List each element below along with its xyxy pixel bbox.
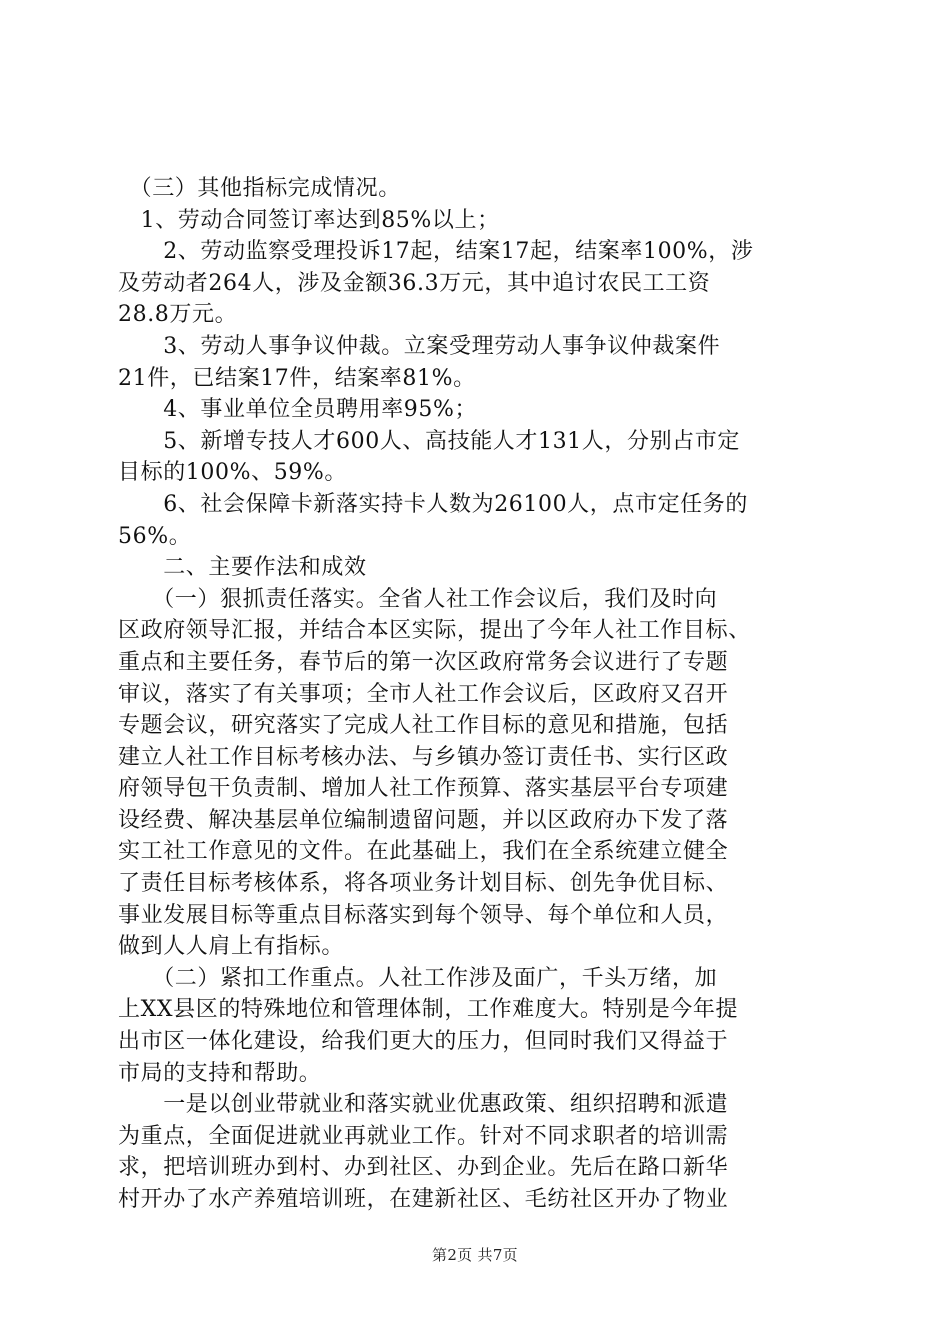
text-line: 为重点，全面促进就业再就业工作。针对不同求职者的培训需	[118, 1123, 729, 1149]
text-line: 4、事业单位全员聘用率95%；	[118, 397, 478, 423]
text-line: 21件，已结案17件，结案率81%。	[118, 365, 476, 391]
text-line: 了责任目标考核体系，将各项业务计划目标、创先争优目标、	[118, 871, 729, 897]
text-line: 目标的100%、59%。	[118, 460, 347, 486]
text-line: 审议，落实了有关事项；全市人社工作会议后，区政府又召开	[118, 681, 729, 707]
page-number-label: 第2页 共7页	[432, 1246, 518, 1264]
text-line: 2、劳动监察受理投诉17起，结案17起，结案率100%，涉	[118, 239, 754, 265]
text-line: 上XX县区的特殊地位和管理体制，工作难度大。特别是今年提	[118, 997, 739, 1023]
text-line: 建立人社工作目标考核办法、与乡镇办签订责任书、实行区政	[118, 744, 729, 770]
page-footer	[0, 1244, 950, 1265]
section-heading: 二、主要作法和成效	[118, 555, 367, 581]
text-line: 56%。	[118, 523, 192, 549]
text-line: 6、社会保障卡新落实持卡人数为26100人，点市定任务的	[118, 491, 748, 517]
text-line: 市局的支持和帮助。	[118, 1060, 322, 1086]
text-line: 村开办了水产养殖培训班，在建新社区、毛纺社区开办了物业	[118, 1187, 729, 1212]
text-line: （一）狠抓责任落实。全省人社工作会议后，我们及时向	[118, 586, 718, 612]
document-body	[118, 173, 834, 1216]
text-line: 5、新增专技人才600人、高技能人才131人，分别占市定	[118, 428, 740, 454]
text-line: 求，把培训班办到村、办到社区、办到企业。先后在路口新华	[118, 1155, 729, 1181]
text-line: 事业发展目标等重点目标落实到每个领导、每个单位和人员，	[118, 902, 729, 928]
text-line: 专题会议，研究落实了完成人社工作目标的意见和措施，包括	[118, 713, 729, 739]
text-line: （二）紧扣工作重点。人社工作涉及面广，千头万绪，加	[118, 965, 718, 991]
text-line: （三）其他指标完成情况。	[118, 176, 401, 201]
text-line: 出市区一体化建设，给我们更大的压力，但同时我们又得益于	[118, 1029, 729, 1055]
text-line: 做到人人肩上有指标。	[118, 934, 345, 960]
text-line: 区政府领导汇报，并结合本区实际，提出了今年人社工作目标、	[118, 618, 751, 644]
text-line: 1、劳动合同签订率达到85%以上；	[118, 207, 500, 233]
text-line: 设经费、解决基层单位编制遗留问题，并以区政府办下发了落	[118, 807, 729, 833]
text-line: 3、劳动人事争议仲裁。立案受理劳动人事争议仲裁案件	[118, 333, 721, 359]
text-line: 28.8万元。	[118, 302, 238, 328]
text-line: 及劳动者264人，涉及金额36.3万元，其中追讨农民工工资	[118, 270, 711, 296]
text-line: 实工社工作意见的文件。在此基础上，我们在全系统建立健全	[118, 839, 729, 865]
text-line: 重点和主要任务，春节后的第一次区政府常务会议进行了专题	[118, 649, 729, 675]
text-line: 一是以创业带就业和落实就业优惠政策、组织招聘和派遣	[118, 1092, 729, 1118]
text-line: 府领导包干负责制、增加人社工作预算、落实基层平台专项建	[118, 776, 729, 802]
